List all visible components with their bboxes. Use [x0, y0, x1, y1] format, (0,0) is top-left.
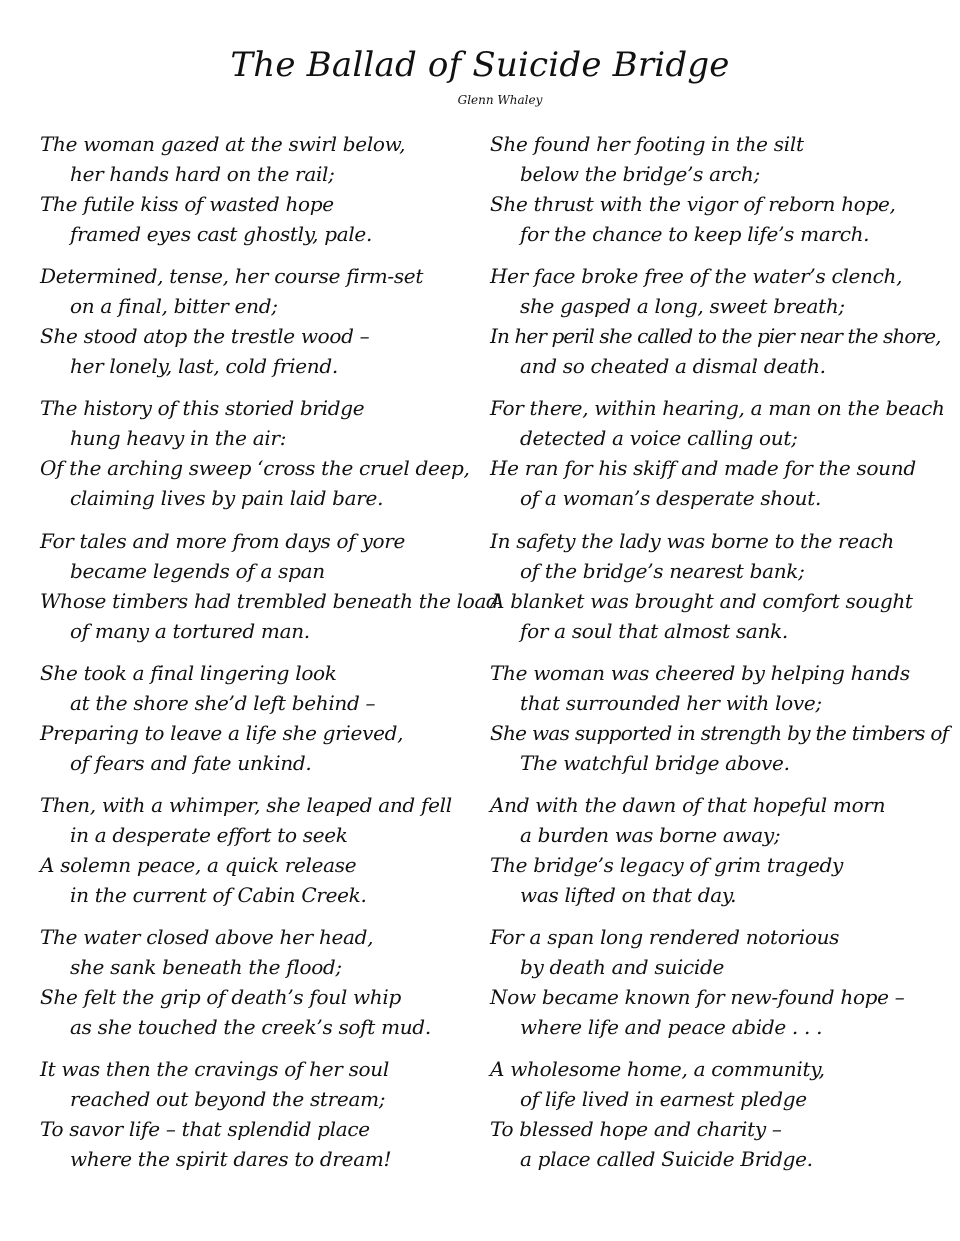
verse-line: that surrounded her with love; — [520, 690, 822, 715]
stanza — [40, 1054, 510, 1186]
verse-line: In safety the lady was borne to the reach — [490, 528, 894, 553]
verse-line: The bridge’s legacy of grim tragedy — [490, 852, 844, 877]
verse-line: She took a final lingering look — [40, 660, 337, 685]
verse-line: of fears and fate unkind. — [70, 750, 312, 775]
verse-line: of life lived in earnest pledge — [520, 1087, 807, 1112]
verse-line: her hands hard on the rail; — [70, 162, 335, 186]
stanza — [40, 393, 510, 525]
stanza — [490, 526, 960, 658]
verse-line: on a final, bitter end; — [70, 294, 278, 319]
verse-line: where life and peace abide . . . — [520, 1015, 823, 1040]
verse-line: The history of this storied bridge — [40, 396, 365, 421]
verse-line: The woman gazed at the swirl below, — [40, 132, 406, 156]
verse-line: reached out beyond the stream; — [70, 1087, 386, 1112]
verse-line: became legends of a span — [70, 558, 325, 583]
verse-line: Determined, tense, her course firm-set — [40, 264, 424, 289]
verse-line: below the bridge’s arch; — [520, 162, 760, 186]
verse-line: Whose timbers had trembled beneath the load — [40, 588, 499, 613]
stanza — [490, 393, 960, 525]
stanza — [40, 790, 510, 922]
stanza — [40, 658, 510, 790]
poem-title: The Ballad of Suicide Bridge — [230, 45, 730, 85]
verse-line: He ran for his skiff and made for the sound — [490, 456, 916, 481]
verse-line: In her peril she called to the pier near the shore, — [490, 324, 941, 349]
verse-line: in a desperate effort to seek — [70, 822, 348, 847]
verse-line: of a woman’s desperate shout. — [520, 486, 822, 511]
stanza — [490, 658, 960, 790]
verse-line: her lonely, last, cold friend. — [70, 354, 338, 379]
verse-line: A solemn peace, a quick release — [40, 852, 357, 877]
verse-line: It was then the cravings of her soul — [40, 1057, 389, 1082]
verse-line: a place called Suicide Bridge. — [520, 1147, 813, 1172]
stanza — [490, 922, 960, 1054]
verse-line: at the shore she’d left behind – — [70, 690, 376, 715]
verse-line: for a soul that almost sank. — [520, 618, 788, 643]
verse-line: as she touched the creek’s soft mud. — [70, 1015, 431, 1040]
verse-line: She found her footing in the silt — [490, 132, 804, 156]
verse-line: for the chance to keep life’s march. — [520, 222, 870, 246]
verse-line: And with the dawn of that hopeful morn — [490, 792, 886, 817]
verse-line: was lifted on that day. — [520, 882, 737, 907]
verse-line: To savor life – that splendid place — [40, 1117, 370, 1142]
verse-line: she gasped a long, sweet breath; — [520, 294, 845, 319]
verse-line: framed eyes cast ghostly, pale. — [70, 222, 373, 246]
stanza — [40, 526, 510, 658]
verse-line: hung heavy in the air: — [70, 426, 287, 451]
verse-line: The woman was cheered by helping hands — [490, 660, 910, 685]
verse-line: detected a voice calling out; — [520, 426, 798, 451]
stanza — [40, 922, 510, 1054]
stanza — [490, 790, 960, 922]
verse-line: She stood atop the trestle wood – — [40, 324, 370, 349]
right-column — [490, 129, 960, 1187]
stanza — [490, 1054, 960, 1186]
verse-line: where the spirit dares to dream! — [70, 1147, 392, 1172]
left-column — [40, 129, 510, 1187]
verse-line: For tales and more from days of yore — [40, 528, 405, 553]
verse-line: Preparing to leave a life she grieved, — [40, 720, 404, 745]
verse-line: of many a tortured man. — [70, 618, 310, 643]
verse-line: A wholesome home, a community, — [490, 1057, 825, 1082]
verse-line: She thrust with the vigor of reborn hope, — [490, 192, 896, 216]
verse-line: To blessed hope and charity – — [490, 1117, 782, 1142]
verse-line: The watchful bridge above. — [520, 750, 790, 775]
verse-line: For a span long rendered notorious — [490, 925, 840, 950]
verse-line: The futile kiss of wasted hope — [40, 192, 334, 216]
stanza — [490, 261, 960, 393]
verse-line: in the current of Cabin Creek. — [70, 882, 367, 907]
verse-line: A blanket was brought and comfort sought — [490, 588, 913, 613]
verse-line: Of the arching sweep ‘cross the cruel deep, — [40, 456, 470, 481]
verse-line: claiming lives by pain laid bare. — [70, 486, 384, 511]
verse-line: Now became known for new-found hope – — [490, 985, 905, 1010]
poem-author: Glenn Whaley — [457, 93, 543, 107]
verse-line: For there, within hearing, a man on the beach — [490, 396, 945, 421]
verse-line: She felt the grip of death’s foul whip — [40, 985, 401, 1010]
verse-line: She was supported in strength by the timbers of — [490, 720, 949, 745]
stanza — [40, 129, 510, 261]
stanza — [40, 261, 510, 393]
verse-line: Then, with a whimper, she leaped and fell — [40, 792, 452, 817]
verse-line: she sank beneath the flood; — [70, 955, 342, 980]
verse-line: of the bridge’s nearest bank; — [520, 558, 805, 583]
verse-line: and so cheated a dismal death. — [520, 354, 826, 379]
verse-line: by death and suicide — [520, 955, 725, 980]
verse-line: a burden was borne away; — [520, 822, 781, 847]
verse-line: The water closed above her head, — [40, 925, 374, 950]
stanza — [490, 129, 960, 261]
verse-line: Her face broke free of the water’s clench, — [490, 264, 903, 289]
